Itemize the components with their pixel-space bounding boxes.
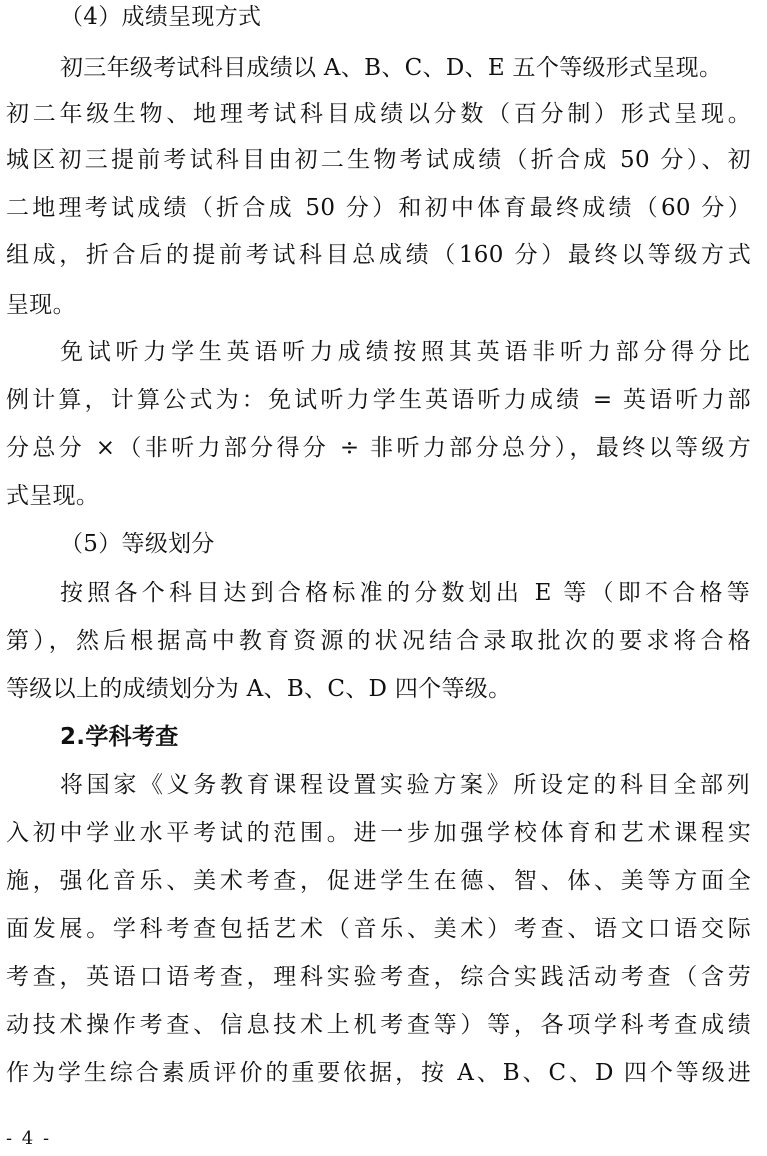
section-heading-2: 2.学科考查 [60,724,179,750]
paragraph-line: 作为学生综合素质评价的重要依据，按 A、B、C、D 四个等级进 [6,1060,751,1086]
paragraph-line: 入初中学业水平考试的范围。进一步加强学校体育和艺术课程实 [6,820,751,846]
paragraph-line: 免试听力学生英语听力成绩按照其英语非听力部分得分比 [60,339,750,365]
paragraph-line: 将国家《义务教育课程设置实验方案》所设定的科目全部列 [60,772,750,798]
paragraph-line: 初二年级生物、地理考试科目成绩以分数（百分制）形式呈现。 [6,101,751,127]
paragraph-line: 初三年级考试科目成绩以 A、B、C、D、E 五个等级形式呈现。 [60,55,723,81]
paragraph-line: 施，强化音乐、美术考查，促进学生在德、智、体、美等方面全 [6,868,751,894]
paragraph-line: 呈现。 [6,292,76,318]
page-number: - 4 - [6,1128,52,1149]
paragraph-line: 城区初三提前考试科目由初二生物考试成绩（折合成 50 分）、初 [6,147,751,173]
section-heading-5: （5）等级划分 [60,531,215,557]
paragraph-line: 分总分 ×（非听力部分得分 ÷ 非听力部分总分），最终以等级方 [6,435,751,461]
paragraph-line: 例计算，计算公式为：免试听力学生英语听力成绩 = 英语听力部 [6,387,751,413]
paragraph-line: 式呈现。 [6,483,100,509]
paragraph-line: 面发展。学科考查包括艺术（音乐、美术）考查、语文口语交际 [6,916,751,942]
paragraph-line: 等级以上的成绩划分为 A、B、C、D 四个等级。 [6,676,512,702]
paragraph-line: 二地理考试成绩（折合成 50 分）和初中体育最终成绩（60 分） [6,195,751,221]
paragraph-line: 考查，英语口语考查，理科实验考查，综合实践活动考查（含劳 [6,964,751,990]
paragraph-line: 按照各个科目达到合格标准的分数划出 E 等（即不合格等 [60,580,750,606]
paragraph-line: 第），然后根据高中教育资源的状况结合录取批次的要求将合格 [6,628,751,654]
section-heading-4: （4）成绩呈现方式 [60,4,262,30]
paragraph-line: 组成，折合后的提前考试科目总成绩（160 分）最终以等级方式 [6,242,751,268]
paragraph-line: 动技术操作考查、信息技术上机考查等）等，各项学科考查成绩 [6,1012,751,1038]
